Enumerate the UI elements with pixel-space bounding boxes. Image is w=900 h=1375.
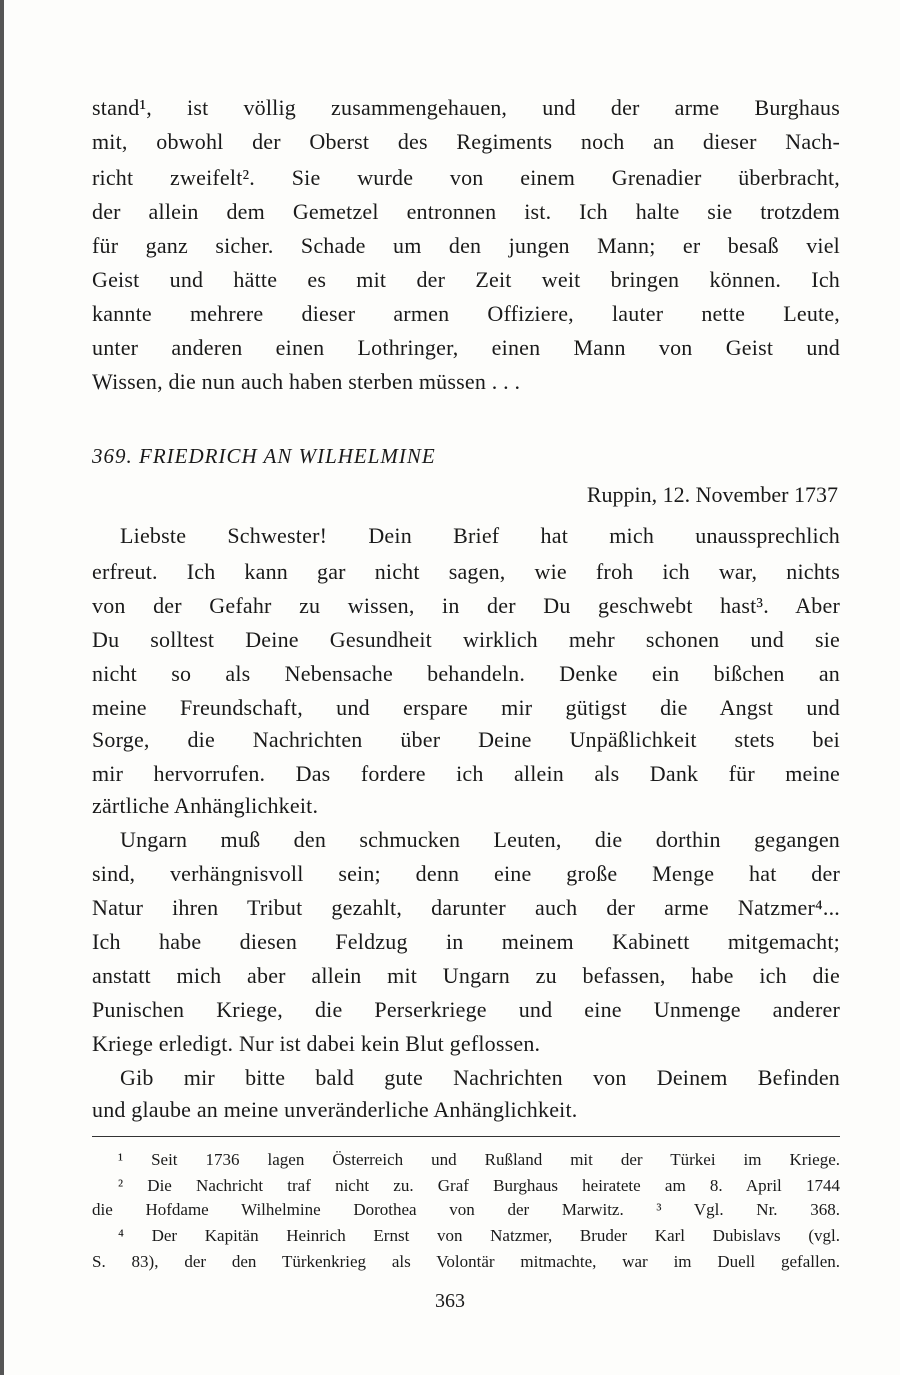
text-line: Sorge, die Nachrichten über Deine Unpäßlichkeit stets bei [92, 727, 840, 752]
text-line: kannte mehrere dieser armen Offiziere, lauter nette Leute, [92, 301, 840, 326]
text-line: Geist und hätte es mit der Zeit weit bringen können. Ich [92, 267, 840, 292]
text-line: zärtliche Anhänglichkeit. [92, 793, 319, 818]
text-line: anstatt mich aber allein mit Ungarn zu befassen, habe ich die [92, 963, 840, 988]
footnote-line: ¹ Seit 1736 lagen Österreich und Rußland mit der Türkei im Kriege. [118, 1150, 840, 1169]
text-line: meine Freundschaft, und erspare mir gütigst die Angst und [92, 695, 840, 720]
text-line: mir hervorrufen. Das fordere ich allein als Dank für meine [92, 761, 840, 786]
letter-heading: 369. FRIEDRICH AN WILHELMINE [92, 444, 436, 468]
text-line: mit, obwohl der Oberst des Regiments noch an dieser Nach- [92, 129, 840, 154]
text-line: Punischen Kriege, die Perserkriege und eine Unmenge anderer [92, 997, 840, 1022]
text-line: Liebste Schwester! Dein Brief hat mich unaussprechlich [120, 523, 840, 548]
page-edge [0, 0, 4, 1375]
footnote-line: ² Die Nachricht traf nicht zu. Graf Burghaus heiratete am 8. April 1744 [118, 1176, 840, 1195]
text-line: Kriege erledigt. Nur ist dabei kein Blut geflossen. [92, 1031, 541, 1056]
dateline: Ruppin, 12. November 1737 [586, 482, 838, 507]
text-line: erfreut. Ich kann gar nicht sagen, wie froh ich war, nichts [92, 559, 840, 584]
text-line: nicht so als Nebensache behandeln. Denke ein bißchen an [92, 661, 840, 686]
text-line: von der Gefahr zu wissen, in der Du geschwebt hast³. Aber [92, 593, 840, 618]
footnote-line: die Hofdame Wilhelmine Dorothea von der Marwitz. ³ Vgl. Nr. 368. [92, 1200, 840, 1219]
footnote-rule [92, 1136, 840, 1137]
text-line: der allein dem Gemetzel entronnen ist. Ich halte sie trotzdem [92, 199, 840, 224]
text-line: und glaube an meine unveränderliche Anhänglichkeit. [92, 1097, 578, 1122]
text-line: Du solltest Deine Gesundheit wirklich mehr schonen und sie [92, 627, 840, 652]
text-line: unter anderen einen Lothringer, einen Mann von Geist und [92, 335, 840, 360]
page-number: 363 [435, 1290, 465, 1312]
text-line: richt zweifelt². Sie wurde von einem Grenadier überbracht, [92, 165, 840, 190]
text-line: Ungarn muß den schmucken Leuten, die dorthin gegangen [120, 827, 840, 852]
text-line: sind, verhängnisvoll sein; denn eine große Menge hat der [92, 861, 840, 886]
footnote-line: ⁴ Der Kapitän Heinrich Ernst von Natzmer, Bruder Karl Dubislavs (vgl. [118, 1226, 840, 1245]
text-line: Wissen, die nun auch haben sterben müssen . . . [92, 369, 521, 394]
text-line: Natur ihren Tribut gezahlt, darunter auch der arme Natzmer⁴... [92, 895, 840, 920]
text-line: für ganz sicher. Schade um den jungen Mann; er besaß viel [92, 233, 840, 258]
text-line: Ich habe diesen Feldzug in meinem Kabinett mitgemacht; [92, 929, 840, 954]
text-line: Gib mir bitte bald gute Nachrichten von Deinem Befinden [120, 1065, 840, 1090]
footnote-line: S. 83), der den Türkenkrieg als Volontär mitmachte, war im Duell gefallen. [92, 1252, 840, 1271]
text-line: stand¹, ist völlig zusammengehauen, und der arme Burghaus [92, 95, 840, 120]
